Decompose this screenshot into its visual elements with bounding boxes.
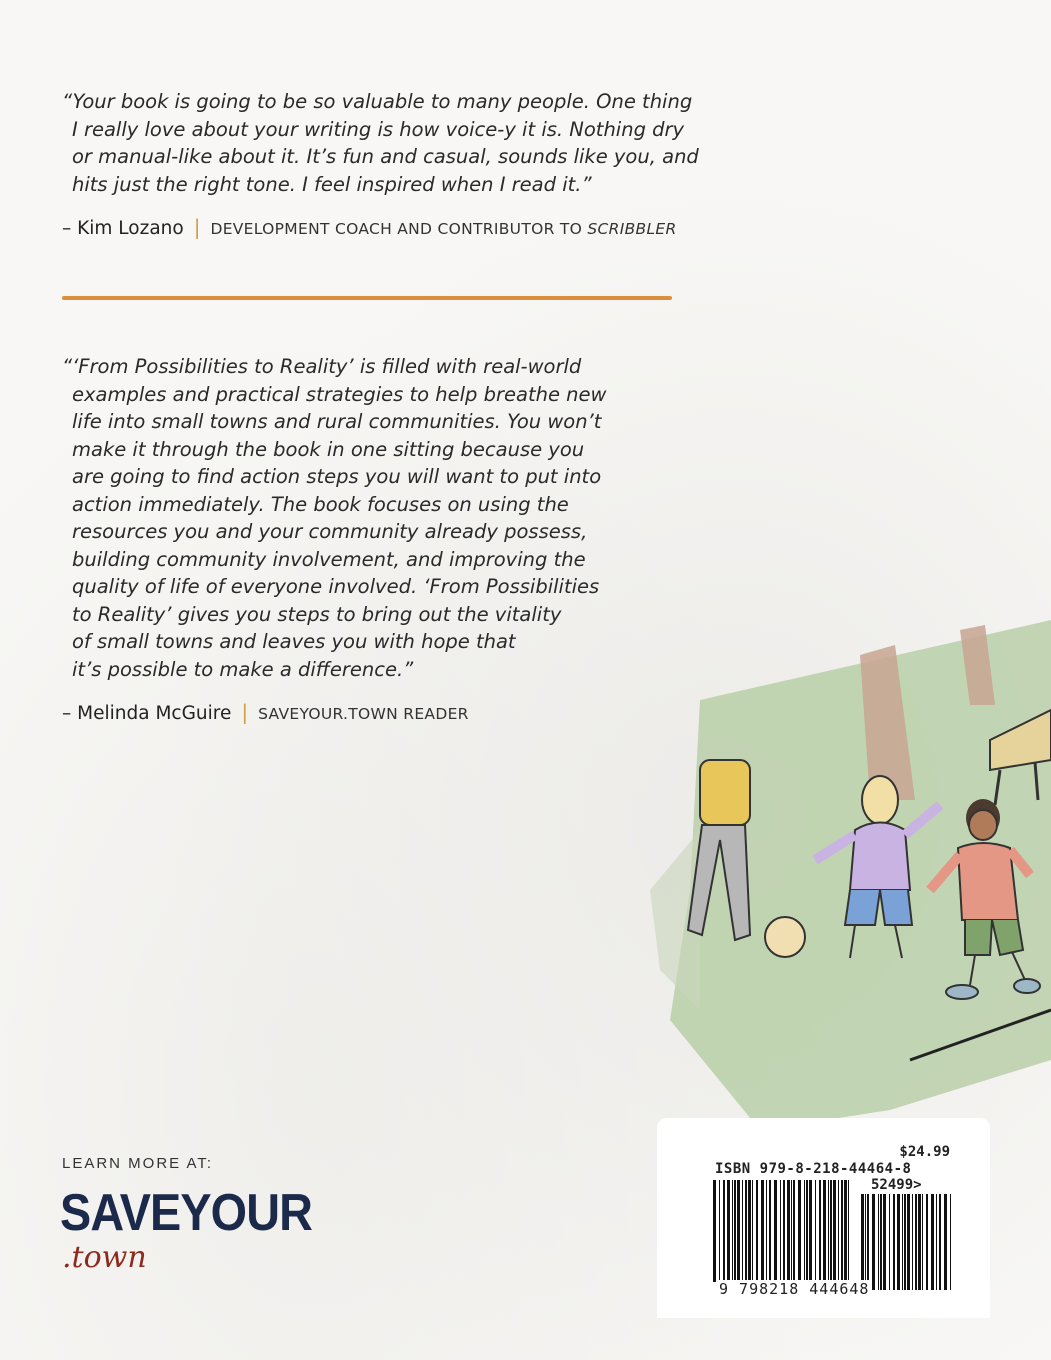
testimonial-quote-2 xyxy=(62,353,606,683)
barcode-bar xyxy=(936,1194,937,1290)
barcode-bar xyxy=(931,1194,934,1290)
barcode-bar xyxy=(902,1194,903,1290)
barcode-bar xyxy=(861,1194,864,1290)
barcode-bar xyxy=(912,1194,913,1290)
author-name: – Kim Lozano xyxy=(62,218,184,239)
barcode-bar xyxy=(819,1180,821,1282)
author-role: SAVEYOUR.TOWN READER xyxy=(258,705,469,723)
author-name: – Melinda McGuire xyxy=(62,703,232,724)
quote-line: life into small towns and rural communities. You won’t xyxy=(72,410,602,433)
barcode-panel xyxy=(657,1118,990,1318)
barcode-bar xyxy=(752,1180,753,1282)
barcode-bar xyxy=(734,1180,736,1282)
barcode-bar xyxy=(732,1180,733,1282)
barcode-bar xyxy=(737,1180,740,1282)
quote-line: are going to find action steps you will want to put into xyxy=(72,465,602,488)
barcode-bar xyxy=(806,1180,808,1282)
barcode-bar xyxy=(745,1180,747,1282)
quote-line: “Your book is going to be so valuable to many people. One thing xyxy=(62,90,693,113)
barcode-bar xyxy=(828,1180,829,1282)
barcode-bar xyxy=(883,1194,886,1290)
quote-line: of small towns and leaves you with hope that xyxy=(72,630,516,653)
park-illustration xyxy=(640,590,1051,1150)
barcode-bar xyxy=(872,1194,875,1290)
barcode-bar xyxy=(809,1180,812,1282)
quote-line: action immediately. The book focuses on using the xyxy=(72,492,569,516)
barcode-bar xyxy=(823,1180,826,1282)
saveyour-logo: SAVEYOUR xyxy=(60,1184,312,1242)
barcode-bar xyxy=(867,1194,869,1290)
barcode-bar xyxy=(880,1194,882,1290)
barcode-bar xyxy=(783,1180,785,1282)
quote-line: to Reality’ gives you steps to bring out the vitality xyxy=(72,602,562,626)
publication-name: SCRIBBLER xyxy=(587,220,677,238)
role-text: DEVELOPMENT COACH AND CONTRIBUTOR TO xyxy=(210,220,583,238)
quote-line: examples and practical strategies to help breathe new xyxy=(72,382,607,406)
quote-line: resources you and your community already possess, xyxy=(72,520,588,543)
barcode-bar xyxy=(815,1180,816,1282)
testimonial-quote-1 xyxy=(62,88,699,198)
isbn-label: ISBN 979-8-218-44464-8 xyxy=(715,1161,912,1177)
barcode-bar xyxy=(833,1180,836,1282)
quote-line: hits just the right tone. I feel inspired when I read it.” xyxy=(72,172,592,196)
barcode-bar xyxy=(889,1194,890,1290)
barcode-bar xyxy=(791,1180,792,1282)
barcode-bar xyxy=(766,1180,767,1282)
barcode-bar xyxy=(798,1180,801,1282)
barcode-bar xyxy=(774,1180,777,1282)
ball xyxy=(765,917,805,957)
quote-line: make it through the book in one sitting because you xyxy=(72,437,585,461)
barcode-bar xyxy=(950,1194,951,1290)
orange-divider xyxy=(62,296,672,300)
separator: | xyxy=(241,700,249,724)
barcode-bar xyxy=(922,1194,923,1290)
ean-bars xyxy=(713,1180,849,1282)
barcode-bar xyxy=(713,1180,716,1282)
barcode-bar xyxy=(769,1180,771,1282)
barcode-bar xyxy=(841,1180,843,1282)
barcode-bar xyxy=(727,1180,730,1282)
barcode-bars xyxy=(713,1180,958,1290)
testimonial-attribution-1 xyxy=(62,215,677,239)
barcode-bar xyxy=(944,1194,947,1290)
price-supplement: 52499> xyxy=(871,1177,922,1193)
barcode-bar xyxy=(904,1194,906,1290)
price-label: $24.99 xyxy=(899,1144,950,1160)
quote-line: quality of life of everyone involved. ‘From Possibilities xyxy=(72,575,600,598)
barcode-bar xyxy=(804,1180,805,1282)
barcode-bar xyxy=(761,1180,764,1282)
barcode-bar xyxy=(787,1180,790,1282)
barcode-bar xyxy=(865,1194,866,1290)
quote-line: I really love about your writing is how voice-y it is. Nothing dry xyxy=(72,117,685,141)
barcode-bar xyxy=(939,1194,941,1290)
barcode-bar xyxy=(830,1180,832,1282)
logo-town-suffix: .town xyxy=(62,1240,147,1275)
barcode-bar xyxy=(780,1180,781,1282)
barcode-bar xyxy=(723,1180,725,1282)
quote-line: “‘From Possibilities to Reality’ is filled with real-world xyxy=(62,355,582,378)
barcode-bar xyxy=(844,1180,847,1282)
author-role xyxy=(210,220,676,238)
barcode-bar xyxy=(719,1180,720,1282)
barcode-bar xyxy=(756,1180,758,1282)
barcode-bar xyxy=(918,1194,921,1290)
barcode-bar xyxy=(897,1194,900,1290)
quote-line: it’s possible to make a difference.” xyxy=(72,657,414,681)
barcode-bar xyxy=(748,1180,751,1282)
barcode-bar xyxy=(926,1194,928,1290)
barcode-bar xyxy=(848,1180,849,1282)
learn-more-label: LEARN MORE AT: xyxy=(62,1155,214,1172)
barcode-digits: 9 798218 444648 xyxy=(719,1280,870,1298)
barcode-bar xyxy=(907,1194,910,1290)
barcode-bar xyxy=(878,1194,879,1290)
testimonial-attribution-2 xyxy=(62,700,469,724)
quote-line: or manual-like about it. It’s fun and casual, sounds like you, and xyxy=(72,145,699,168)
barcode-bar xyxy=(742,1180,743,1282)
quote-line: building community involvement, and improving the xyxy=(72,547,586,571)
barcode-bar xyxy=(893,1194,895,1290)
barcode-bar xyxy=(915,1194,917,1290)
barcode-bar xyxy=(793,1180,795,1282)
barcode-bar xyxy=(838,1180,839,1282)
supplement-bars xyxy=(861,1194,951,1290)
separator: | xyxy=(193,215,201,239)
